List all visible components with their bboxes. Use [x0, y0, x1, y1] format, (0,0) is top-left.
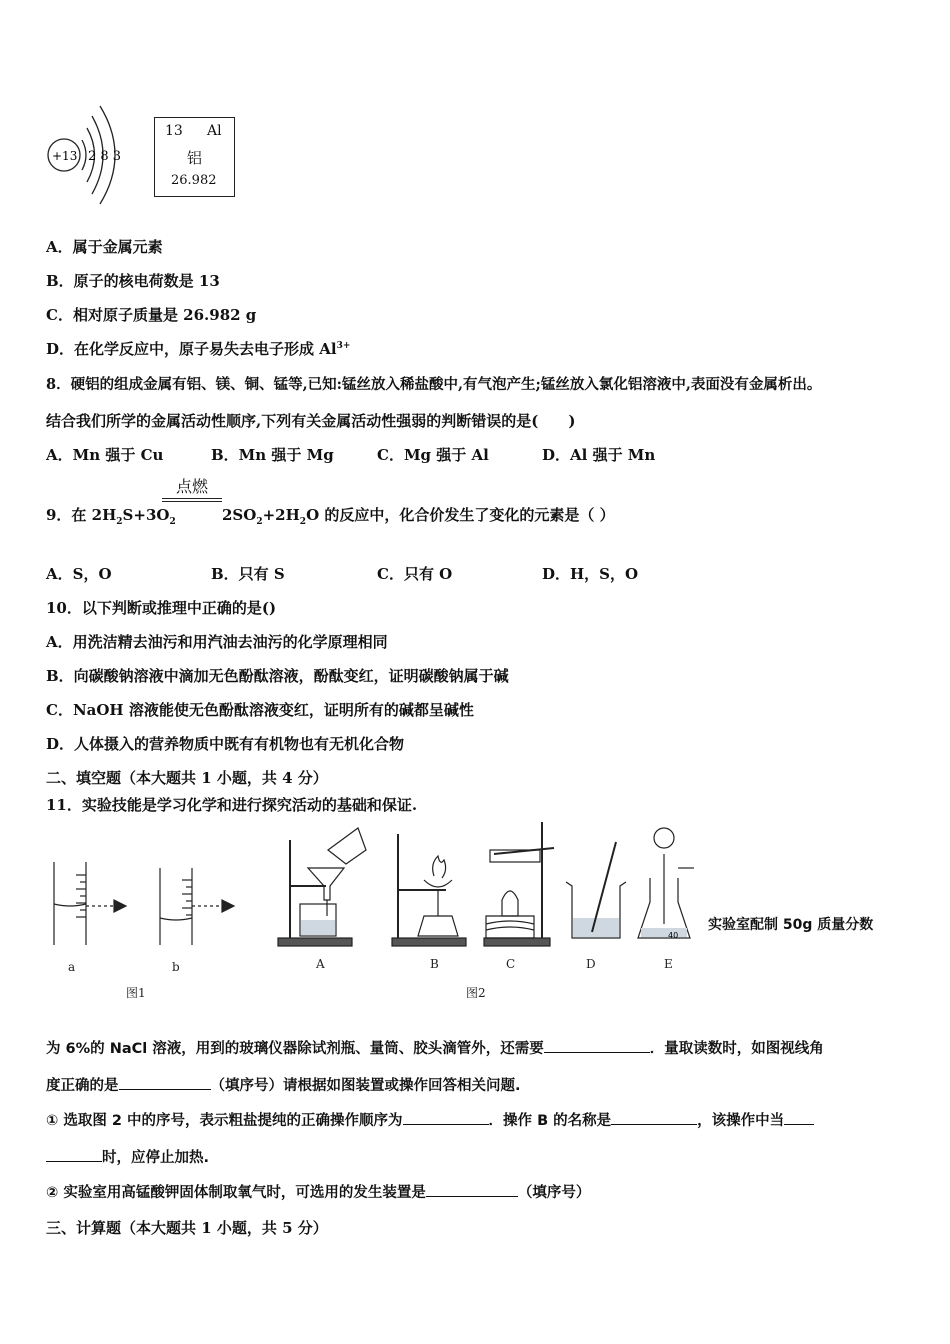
- atomic-mass: 26.982: [171, 173, 217, 188]
- q7-option-b: B．原子的核电荷数是 13: [46, 272, 220, 290]
- fig-label-C: C: [506, 957, 516, 971]
- figure-2-caption: 图2: [466, 986, 486, 1000]
- atom-structure-diagram: [44, 98, 136, 210]
- q8-option-d: D．Al 强于 Mn: [542, 446, 656, 464]
- q8-option-b: B．Mn 强于 Mg: [211, 446, 334, 464]
- q8-option-a: A．Mn 强于 Cu: [46, 446, 164, 464]
- atomic-number: 13: [165, 123, 183, 139]
- answer-blank-1[interactable]: [544, 1038, 650, 1053]
- fig-label-b: b: [172, 960, 180, 974]
- q9-option-a: A．S，O: [46, 565, 112, 583]
- q9-stem-rest: $2SO_2+2H_2O$ 的反应中，化合价发生了变化的元素是（ ）: [222, 506, 615, 527]
- q11-side-text: 实验室配制 50g 质量分数: [708, 917, 874, 933]
- fig-label-A: A: [316, 957, 325, 971]
- q7-option-a: A．属于金属元素: [46, 238, 163, 256]
- q8-option-c: C．Mg 强于 Al: [377, 446, 489, 464]
- q8-stem-line1: 8．硬铝的组成金属有铝、镁、铜、锰等,已知:锰丝放入稀盐酸中,有气泡产生;锰丝放入氯化铝溶液中,表面没有金属析出。: [46, 376, 822, 393]
- answer-blank-4[interactable]: [611, 1110, 697, 1125]
- q7-option-c: C．相对原子质量是 26.982 g: [46, 306, 257, 324]
- section-3-heading: 三、计算题（本大题共 1 小题，共 5 分）: [46, 1219, 328, 1237]
- q8-stem-line2: 结合我们所学的金属活动性顺序,下列有关金属活动性强弱的判断错误的是( ): [46, 412, 576, 430]
- answer-blank-6[interactable]: [426, 1182, 518, 1197]
- electron-shells: 2 8 3: [88, 149, 122, 164]
- element-name: 铝: [187, 149, 203, 167]
- answer-blank-3[interactable]: [403, 1110, 489, 1125]
- q10-stem: 10．以下判断或推理中正确的是(): [46, 599, 277, 617]
- answer-blank-5b[interactable]: [46, 1147, 102, 1162]
- section-2-heading: 二、填空题（本大题共 1 小题，共 4 分）: [46, 769, 328, 787]
- answer-blank-2[interactable]: [119, 1075, 211, 1090]
- q7-option-d: D．在化学反应中，原子易失去电子形成 $Al^{3+}$: [46, 340, 351, 358]
- q10-option-d: D．人体摄入的营养物质中既有有机物也有无机化合物: [46, 735, 405, 753]
- q11-line2: 度正确的是 （填序号）请根据如图装置或操作回答相关问题.: [46, 1074, 521, 1095]
- q11-line5: ② 实验室用高锰酸钾固体制取氧气时，可选用的发生装置是 （填序号）: [46, 1181, 590, 1202]
- lab-figure: [46, 820, 706, 1010]
- q11-line4: 时，应停止加热.: [46, 1146, 209, 1167]
- fig-label-D: D: [586, 957, 596, 971]
- periodic-table-cell: [154, 117, 235, 197]
- fig-label-E: E: [664, 957, 673, 971]
- fig-label-a: a: [68, 960, 76, 974]
- fig-label-B: B: [430, 957, 439, 971]
- q10-option-a: A．用洗洁精去油污和用汽油去油污的化学原理相同: [46, 633, 388, 651]
- q9-option-b: B．只有 S: [211, 565, 285, 583]
- q11-line1: 为 6%的 NaCl 溶液，用到的玻璃仪器除试剂瓶、量筒、胶头滴管外，还需要 ．量取读数时，如图视线角: [46, 1037, 824, 1058]
- flask-mark: 40: [668, 931, 679, 940]
- q11-stem: 11．实验技能是学习化学和进行探究活动的基础和保证.: [46, 796, 418, 814]
- reaction-condition: 点燃: [162, 474, 222, 502]
- q9-stem: 9．在 $2H_2S+3O_2$: [46, 506, 176, 527]
- answer-blank-5a[interactable]: [784, 1110, 814, 1125]
- q10-option-c: C．NaOH 溶液能使无色酚酞溶液变红，证明所有的碱都呈碱性: [46, 701, 474, 719]
- q9-option-d: D．H，S，O: [542, 565, 639, 583]
- nucleus-charge: +13: [52, 149, 78, 163]
- q11-line3: ① 选取图 2 中的序号，表示粗盐提纯的正确操作顺序为 ．操作 B 的名称是 ，该操作中当: [46, 1109, 814, 1130]
- figure-1-caption: 图1: [126, 986, 146, 1000]
- q10-option-b: B．向碳酸钠溶液中滴加无色酚酞溶液，酚酞变红，证明碳酸钠属于碱: [46, 667, 509, 685]
- element-symbol: Al: [207, 123, 222, 139]
- q9-option-c: C．只有 O: [377, 565, 453, 583]
